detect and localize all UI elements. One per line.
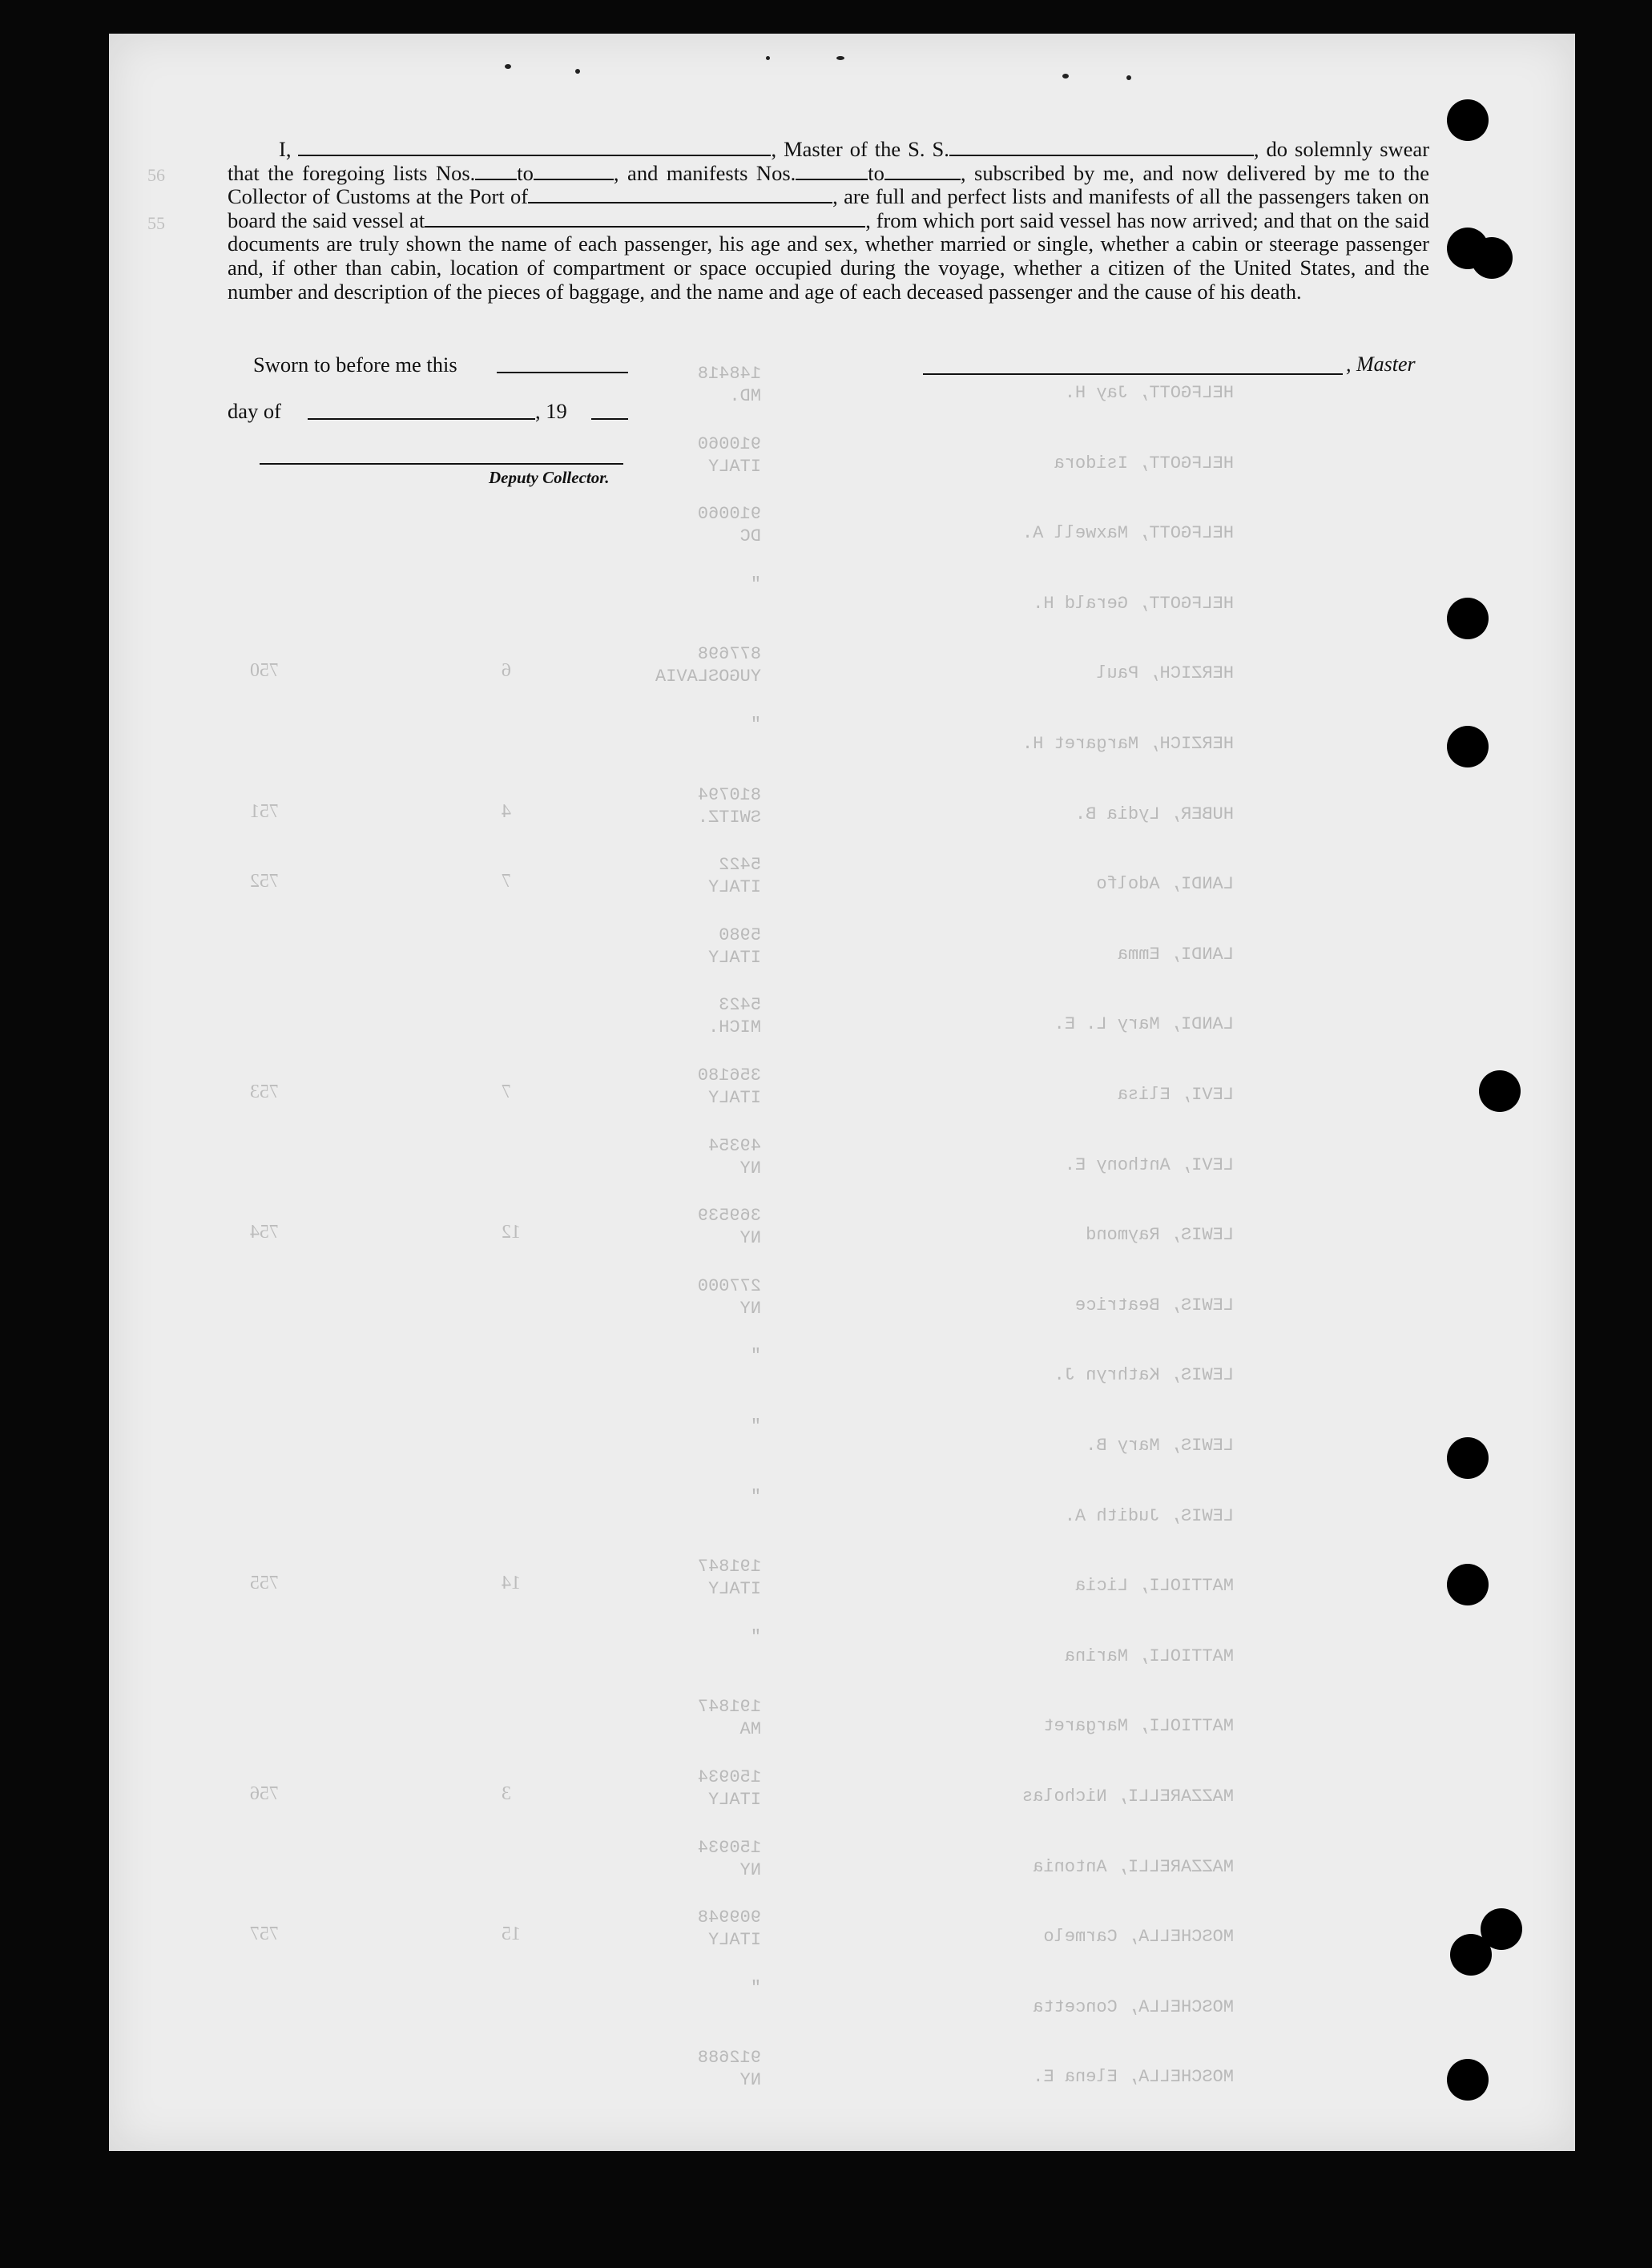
entry-name: MATTIOLI, Licia bbox=[1074, 1576, 1234, 1597]
entry-page: 12 bbox=[502, 1222, 521, 1243]
entry-state: MD. bbox=[729, 386, 761, 406]
entry-code: 912688 bbox=[697, 2048, 761, 2069]
punch-hole bbox=[1471, 237, 1513, 279]
list-from-blank bbox=[475, 163, 517, 180]
speck bbox=[766, 56, 770, 60]
entry-state: ITALY bbox=[707, 1930, 761, 1951]
margin-number: 55 bbox=[147, 213, 165, 233]
oath-paragraph bbox=[228, 138, 1429, 304]
entry-code: 148418 bbox=[697, 364, 761, 384]
entry-line: 754 bbox=[250, 1222, 279, 1243]
entry-page: 15 bbox=[502, 1924, 521, 1945]
entry-state: ITALY bbox=[707, 456, 761, 477]
oath-text: to bbox=[868, 160, 884, 185]
entry-line: 753 bbox=[250, 1082, 279, 1102]
speck bbox=[575, 69, 580, 74]
entry-code: " bbox=[750, 1977, 761, 1998]
entry-code: 910060 bbox=[697, 504, 761, 525]
entry-name: LEWIS, Mary B. bbox=[1086, 1436, 1234, 1456]
entry-page: 6 bbox=[502, 660, 511, 682]
entry-code: " bbox=[750, 1486, 761, 1507]
speck bbox=[1126, 75, 1131, 80]
oath-text: , are full and perfect lists and bbox=[832, 184, 1083, 209]
master-label: , Master bbox=[1346, 352, 1416, 376]
punch-hole bbox=[1447, 726, 1489, 767]
entry-code: 910060 bbox=[697, 433, 761, 454]
entry-name: MATTIOLI, Marina bbox=[1064, 1646, 1234, 1666]
oath-text: port said vessel has now arrived; and that on the said documents are truly shown the name of each passenger, his age and sex, whether married or single, whether a cabin or steerage passenger and, if other than cabin, location of compartment or space occupied during the voyage, whether a citizen of the United States, and the number and description of the pieces of baggage, and the name and age of each deceased passenger and the cause of his death. bbox=[228, 207, 1429, 304]
sworn-date-line bbox=[497, 372, 628, 373]
entry-state: NY bbox=[739, 1298, 761, 1319]
punch-hole bbox=[1447, 598, 1489, 639]
master-name-blank bbox=[298, 139, 771, 156]
entry-name: LEVI, Elisa bbox=[1117, 1085, 1234, 1105]
entry-name: MAZZARELLI, Antonia bbox=[1033, 1856, 1234, 1877]
entry-name: LEWIS, Judith A. bbox=[1064, 1505, 1234, 1526]
entry-code: 877698 bbox=[697, 644, 761, 665]
entry-state: NY bbox=[739, 1228, 761, 1249]
speck bbox=[1062, 74, 1069, 79]
entry-name: LANDI, Mary L. E. bbox=[1054, 1014, 1234, 1035]
entry-name: HUBER, Lydia B. bbox=[1074, 804, 1234, 824]
entry-state: ITALY bbox=[707, 1579, 761, 1600]
entry-name: MAZZARELLI, Nicholas bbox=[1021, 1787, 1234, 1807]
entry-code: 356180 bbox=[697, 1066, 761, 1086]
entry-name: MOSCHELLA, Concetta bbox=[1033, 1996, 1234, 2017]
entry-name: LEWIS, Raymond bbox=[1086, 1225, 1234, 1246]
entry-code: 277000 bbox=[697, 1275, 761, 1296]
entry-code: 5423 bbox=[719, 995, 761, 1016]
entry-code: " bbox=[750, 1346, 761, 1367]
entry-code: 191847 bbox=[697, 1697, 761, 1718]
vessel-name-blank bbox=[949, 139, 1254, 156]
oath-text: , Master of the S. S. bbox=[771, 137, 949, 161]
entry-code: " bbox=[750, 1416, 761, 1436]
oath-text: delivered by me to the Collector of Customs at the Port of bbox=[228, 160, 1429, 209]
manifest-to-blank bbox=[884, 163, 961, 180]
entry-page: 14 bbox=[502, 1573, 521, 1594]
margin-number: 56 bbox=[147, 165, 165, 185]
manifest-from-blank bbox=[796, 163, 868, 180]
entry-line: 750 bbox=[250, 660, 279, 682]
deputy-collector-label: Deputy Collector. bbox=[489, 468, 610, 487]
punch-hole bbox=[1447, 1437, 1489, 1479]
punch-hole bbox=[1447, 99, 1489, 141]
speck bbox=[505, 64, 511, 69]
oath-text: , subscribed by me, and now bbox=[960, 160, 1219, 185]
master-signature-line bbox=[923, 373, 1343, 375]
entry-code: 5980 bbox=[719, 925, 761, 945]
entry-line: 757 bbox=[250, 1924, 279, 1945]
deputy-signature-line bbox=[260, 463, 623, 465]
entry-name: LANDI, Adolfo bbox=[1096, 874, 1234, 895]
entry-state: ITALY bbox=[707, 947, 761, 968]
entry-line: 752 bbox=[250, 871, 279, 892]
entry-code: " bbox=[750, 715, 761, 735]
entry-name: HELFGOTT, Isidora bbox=[1054, 453, 1234, 473]
day-of-line bbox=[308, 418, 535, 420]
punch-hole bbox=[1450, 1934, 1492, 1976]
year-label: , 19 bbox=[535, 399, 567, 423]
entry-state: YUGOSLAVIA bbox=[655, 667, 761, 687]
speck bbox=[836, 56, 844, 60]
entry-line: 756 bbox=[250, 1783, 279, 1804]
oath-text: , do solemnly bbox=[1253, 137, 1373, 161]
entry-state: MICH. bbox=[707, 1017, 761, 1038]
entry-code: " bbox=[750, 574, 761, 594]
entry-code: 150934 bbox=[697, 1837, 761, 1858]
entry-state: NY bbox=[739, 1158, 761, 1178]
entry-code: 369539 bbox=[697, 1206, 761, 1227]
entry-state: NY bbox=[739, 2070, 761, 2091]
oath-text: swear that the foregoing lists Nos. bbox=[228, 137, 1430, 185]
entry-name: LANDI, Emma bbox=[1117, 944, 1234, 965]
oath-text: manifests of all the passengers taken on board the said vessel at bbox=[228, 184, 1430, 232]
entry-code: 5422 bbox=[719, 855, 761, 876]
entry-name: LEVI, Anthony E. bbox=[1064, 1154, 1234, 1175]
entry-state: SWITZ. bbox=[697, 807, 761, 828]
entry-code: 810794 bbox=[697, 784, 761, 805]
punch-hole bbox=[1447, 1564, 1489, 1605]
entry-code: 150934 bbox=[697, 1767, 761, 1787]
punch-hole bbox=[1447, 2059, 1489, 2101]
entry-name: HELFGOTT, Jay H. bbox=[1064, 383, 1234, 403]
punch-hole bbox=[1479, 1070, 1521, 1112]
oath-text: I, bbox=[279, 137, 292, 161]
entry-state: MA bbox=[739, 1719, 761, 1740]
entry-name: HELFGOTT, Gerald H. bbox=[1033, 593, 1234, 614]
entry-name: HELFGOTT, Maxwell A. bbox=[1021, 523, 1234, 544]
entry-state: DC bbox=[739, 526, 761, 547]
entry-state: ITALY bbox=[707, 1790, 761, 1810]
entry-page: 4 bbox=[502, 800, 511, 822]
day-of-label: day of bbox=[228, 399, 281, 423]
entry-line: 755 bbox=[250, 1573, 279, 1594]
entry-page: 3 bbox=[502, 1783, 511, 1804]
entry-code: " bbox=[750, 1626, 761, 1647]
entry-name: MOSCHELLA, Carmelo bbox=[1043, 1927, 1234, 1948]
entry-name: LEWIS, Kathryn J. bbox=[1054, 1365, 1234, 1386]
entry-page: 7 bbox=[502, 1082, 511, 1102]
port-blank bbox=[528, 186, 832, 203]
entry-line: 751 bbox=[250, 800, 279, 822]
embark-port-blank bbox=[425, 210, 865, 228]
entry-name: HERZICH, Paul bbox=[1096, 663, 1234, 684]
sworn-label: Sworn to before me this bbox=[253, 352, 457, 377]
entry-page: 7 bbox=[502, 871, 511, 892]
entry-name: MOSCHELLA, Elena E. bbox=[1033, 2067, 1234, 2088]
entry-name: HERZICH, Margaret H. bbox=[1021, 734, 1234, 754]
year-line bbox=[591, 418, 628, 420]
entry-state: ITALY bbox=[707, 1088, 761, 1108]
entry-state: NY bbox=[739, 1859, 761, 1880]
oath-text: , and manifests Nos. bbox=[613, 160, 796, 185]
entry-state: ITALY bbox=[707, 877, 761, 898]
entry-name: MATTIOLI, Margaret bbox=[1043, 1716, 1234, 1737]
entry-code: 191847 bbox=[697, 1557, 761, 1577]
oath-text: to bbox=[517, 160, 534, 185]
oath-text: , from which bbox=[865, 207, 975, 232]
entry-code: 49354 bbox=[707, 1135, 761, 1156]
entry-code: 909948 bbox=[697, 1907, 761, 1928]
list-to-blank bbox=[534, 163, 614, 180]
entry-name: LEWIS, Beatrice bbox=[1074, 1295, 1234, 1315]
manifest-sheet bbox=[109, 34, 1575, 2151]
